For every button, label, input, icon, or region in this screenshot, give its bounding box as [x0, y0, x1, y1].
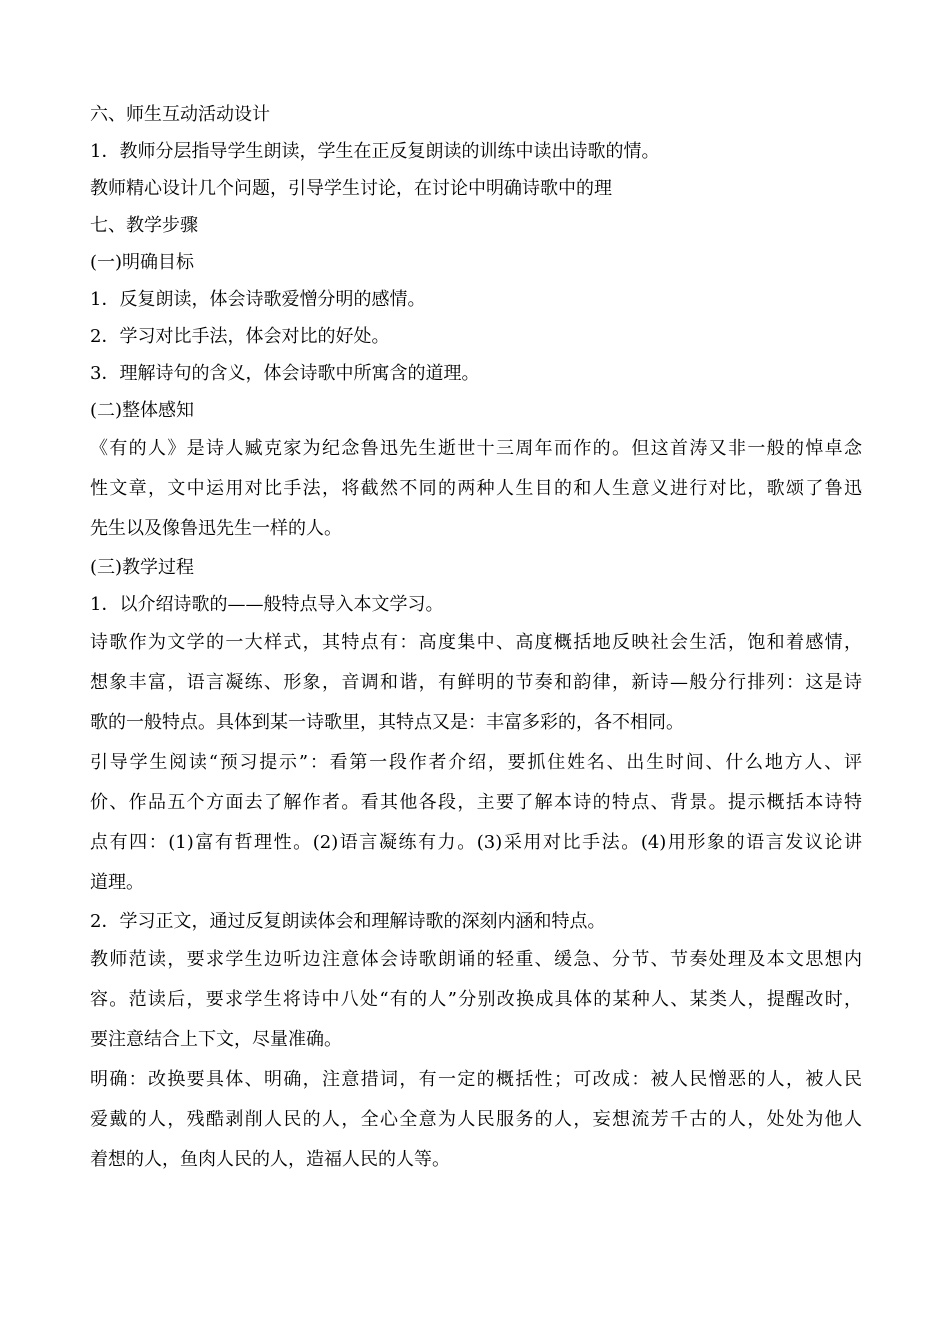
section-6-heading: 六、师生互动活动设计	[90, 104, 270, 125]
clarification-paragraph	[90, 1060, 862, 1180]
paragraph-line: 引导学生阅读“预习提示”：看第一段作者介绍，要抓住姓名、出生时间、什么地方人、评	[90, 752, 862, 773]
overview-line: 《有的人》是诗人臧克家为纪念鲁迅先生逝世十三周年而作的。但这首涛又非一般的悼卓念	[90, 438, 862, 459]
part-1-heading: (一)明确目标	[90, 252, 195, 273]
paragraph-line: 着想的人，鱼肉人民的人，造福人民的人等。	[90, 1149, 450, 1170]
overview-line: 先生以及像鲁迅先生一样的人。	[90, 518, 342, 539]
paragraph-line: 歌的一般特点。具体到某一诗歌里，其特点又是：丰富多彩的，各不相同。	[90, 712, 684, 733]
part-2-heading: (二)整体感知	[90, 400, 195, 421]
process-step-2: 2．学习正文，通过反复朗读体会和理解诗歌的深刻内涵和特点。	[90, 911, 606, 932]
part-3-heading: (三)教学过程	[90, 557, 195, 578]
section-7-heading: 七、教学步骤	[90, 215, 198, 236]
section-6-item-1: 1．教师分层指导学生朗读，学生在正反复朗读的训练中读出诗歌的情。	[90, 141, 660, 162]
paragraph-line: 诗歌作为文学的一大样式，其特点有：高度集中、高度概括地反映社会生活，饱和着感情，	[90, 632, 862, 653]
model-reading-paragraph	[90, 940, 862, 1060]
goal-item-2: 2．学习对比手法，体会对比的好处。	[90, 326, 390, 347]
document-page	[90, 96, 862, 1180]
overview-line: 性文章，文中运用对比手法，将截然不同的两种人生目的和人生意义进行对比，歌颂了鲁迅	[90, 478, 862, 499]
paragraph-line: 容。范读后，要求学生将诗中八处“有的人”分别改换成具体的某种人、某类人，提醒改时，	[90, 989, 862, 1010]
overview-paragraph	[90, 429, 862, 549]
paragraph-line: 爱戴的人，残酷剥削人民的人，全心全意为人民服务的人，妄想流芳千古的人，处处为他人	[90, 1109, 862, 1130]
goal-item-3: 3．理解诗句的含义，体会诗歌中所寓含的道理。	[90, 363, 480, 384]
poetry-features-paragraph	[90, 623, 862, 743]
paragraph-line: 道理。	[90, 872, 144, 893]
paragraph-line: 想象丰富，语言凝练、形象，音调和谐，有鲜明的节奏和韵律，新诗—般分行排列：这是诗	[90, 672, 862, 693]
process-step-1: 1．以介绍诗歌的——般特点导入本文学习。	[90, 594, 444, 615]
paragraph-line: 价、作品五个方面去了解作者。看其他各段，主要了解本诗的特点、背景。提示概括本诗特	[90, 792, 862, 813]
preview-guide-paragraph	[90, 743, 862, 903]
goal-item-1: 1．反复朗读，体会诗歌爱憎分明的感情。	[90, 289, 426, 310]
section-6-item-2: 教师精心设计几个问题，引导学生讨论，在讨论中明确诗歌中的理	[90, 178, 612, 199]
paragraph-line: 明确：改换要具体、明确，注意措词，有一定的概括性；可改成：被人民憎恶的人，被人民	[90, 1069, 862, 1090]
paragraph-line: 点有四：(1)富有哲理性。(2)语言凝练有力。(3)采用对比手法。(4)用形象的语言发议论讲	[90, 832, 862, 853]
paragraph-line: 要注意结合上下文，尽量准确。	[90, 1029, 342, 1050]
paragraph-line: 教师范读，要求学生边听边注意体会诗歌朗诵的轻重、缓急、分节、节奏处理及本文思想内	[90, 949, 862, 970]
